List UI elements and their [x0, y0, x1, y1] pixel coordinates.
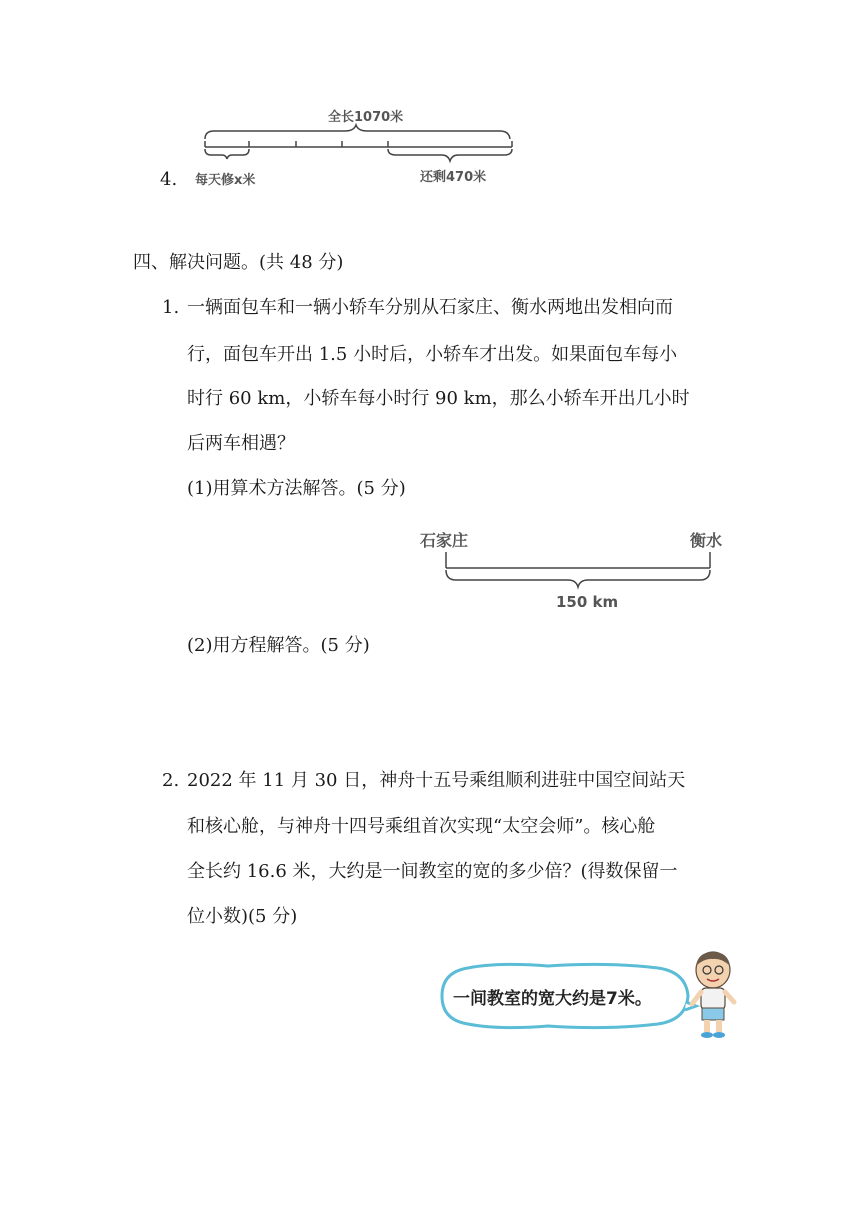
- problem-4-number: 4.: [160, 169, 178, 190]
- segment-diagram: [200, 125, 530, 170]
- question-1-part-1: (1)用算术方法解答。(5 分): [187, 478, 406, 499]
- question-1-part-2: (2)用方程解答。(5 分): [187, 635, 370, 656]
- distance-diagram: [444, 548, 714, 588]
- question-1-line: 一辆面包车和一辆小轿车分别从石家庄、衡水两地出发相向而: [187, 297, 673, 318]
- total-length-label: 全长1070米: [328, 110, 404, 125]
- cartoon-boy-illustration: [688, 950, 738, 1040]
- question-2-line: 2022 年 11 月 30 日，神舟十五号乘组顺利进驻中国空间站天: [187, 770, 686, 791]
- right-city-label: 衡水: [690, 531, 723, 550]
- question-1-line: 行，面包车开出 1.5 小时后，小轿车才出发。如果面包车每小: [187, 344, 678, 365]
- question-2-line: 位小数)(5 分): [187, 906, 298, 927]
- question-1-number: 1.: [162, 297, 180, 318]
- question-1-line: 时行 60 km，小轿车每小时行 90 km，那么小轿车开出几小时: [187, 388, 690, 409]
- question-2-number: 2.: [162, 770, 180, 791]
- left-city-label: 石家庄: [420, 531, 469, 550]
- daily-repair-label: 每天修x米: [195, 173, 256, 188]
- question-2-line: 全长约 16.6 米，大约是一间教室的宽的多少倍？(得数保留一: [187, 861, 678, 882]
- distance-label: 150 km: [556, 593, 619, 611]
- question-1-line: 后两车相遇？: [187, 433, 295, 454]
- remaining-length-label: 还剩470米: [420, 170, 487, 185]
- speech-bubble-text: 一间教室的宽大约是7米。: [453, 989, 652, 1009]
- question-2-line: 和核心舱，与神舟十四号乘组首次实现“太空会师”。核心舱: [187, 816, 656, 837]
- section-heading: 四、解决问题。(共 48 分): [133, 252, 344, 273]
